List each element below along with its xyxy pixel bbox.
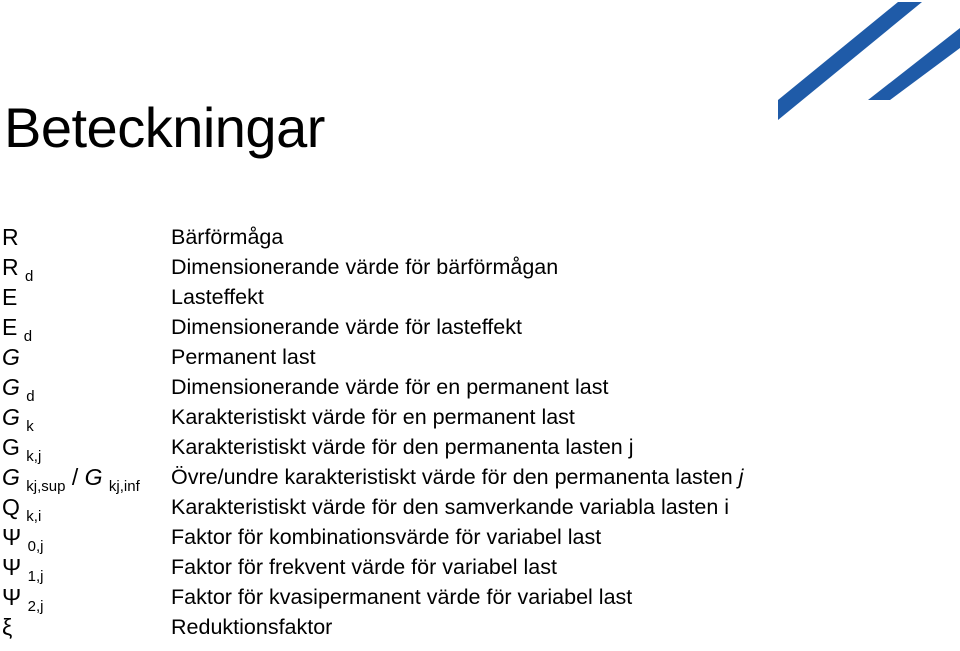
glossary-symbol: Ψ $_{1,j}$	[2, 554, 44, 585]
glossary-definition: Karakteristiskt värde för den samverkande variabla lasten i	[171, 495, 730, 519]
glossary-row	[0, 402, 960, 435]
glossary-row	[0, 612, 960, 642]
glossary-row	[0, 462, 960, 495]
glossary-symbol: G $_k$	[2, 404, 34, 435]
glossary-symbol: R $_d$	[2, 254, 34, 285]
diagonal-stripes-logo-icon	[772, 0, 960, 125]
glossary-symbol: ξ	[2, 614, 13, 640]
glossary-definition: Dimensionerande värde för lasteffekt	[171, 315, 522, 339]
glossary-row	[0, 222, 960, 252]
glossary-definition: Dimensionerande värde för bärförmågan	[171, 255, 559, 279]
glossary-definition: Bärförmåga	[171, 225, 284, 249]
glossary-definition: Faktor för kombinationsvärde för variabel last	[171, 525, 602, 549]
glossary-symbol: E $_d$	[2, 314, 33, 345]
glossary-row	[0, 492, 960, 525]
glossary-definition: Dimensionerande värde för en permanent last	[171, 375, 609, 399]
glossary-symbol: Ψ $_{2,j}$	[2, 584, 44, 615]
glossary-symbol: E	[2, 284, 18, 310]
glossary-symbol: Q $_{k,i}$	[2, 494, 42, 525]
glossary-row	[0, 582, 960, 615]
glossary-definition: Karakteristiskt värde för en permanent last	[171, 405, 575, 429]
page-title: Beteckningar	[4, 96, 325, 159]
glossary-row	[0, 432, 960, 465]
glossary-row	[0, 342, 960, 372]
glossary-row	[0, 522, 960, 555]
glossary-definition: Reduktionsfaktor	[171, 615, 333, 639]
glossary-definition: Karakteristiskt värde för den permanenta lasten j	[171, 435, 634, 459]
glossary-symbol: G $_{k,j}$	[2, 434, 42, 465]
glossary-row	[0, 252, 960, 285]
glossary-symbol: G	[2, 344, 20, 370]
glossary-definition: Lasteffekt	[171, 285, 264, 309]
glossary-symbol: G $_d$	[2, 374, 35, 405]
glossary-symbol: G $_{kj,sup}$ / G $_{kj,inf}$	[2, 464, 140, 495]
glossary-definition: Övre/undre karakteristiskt värde för den permanenta lasten j	[171, 465, 744, 489]
glossary-definition: Faktor för kvasipermanent värde för variabel last	[171, 585, 633, 609]
glossary-definition: Permanent last	[171, 345, 316, 369]
glossary-definition: Faktor för frekvent värde för variabel last	[171, 555, 557, 579]
glossary-row	[0, 282, 960, 312]
glossary-row	[0, 552, 960, 585]
glossary-row	[0, 312, 960, 345]
glossary-row	[0, 372, 960, 405]
glossary-symbol: Ψ $_{0,j}$	[2, 524, 44, 555]
glossary-symbol: R	[2, 224, 19, 250]
